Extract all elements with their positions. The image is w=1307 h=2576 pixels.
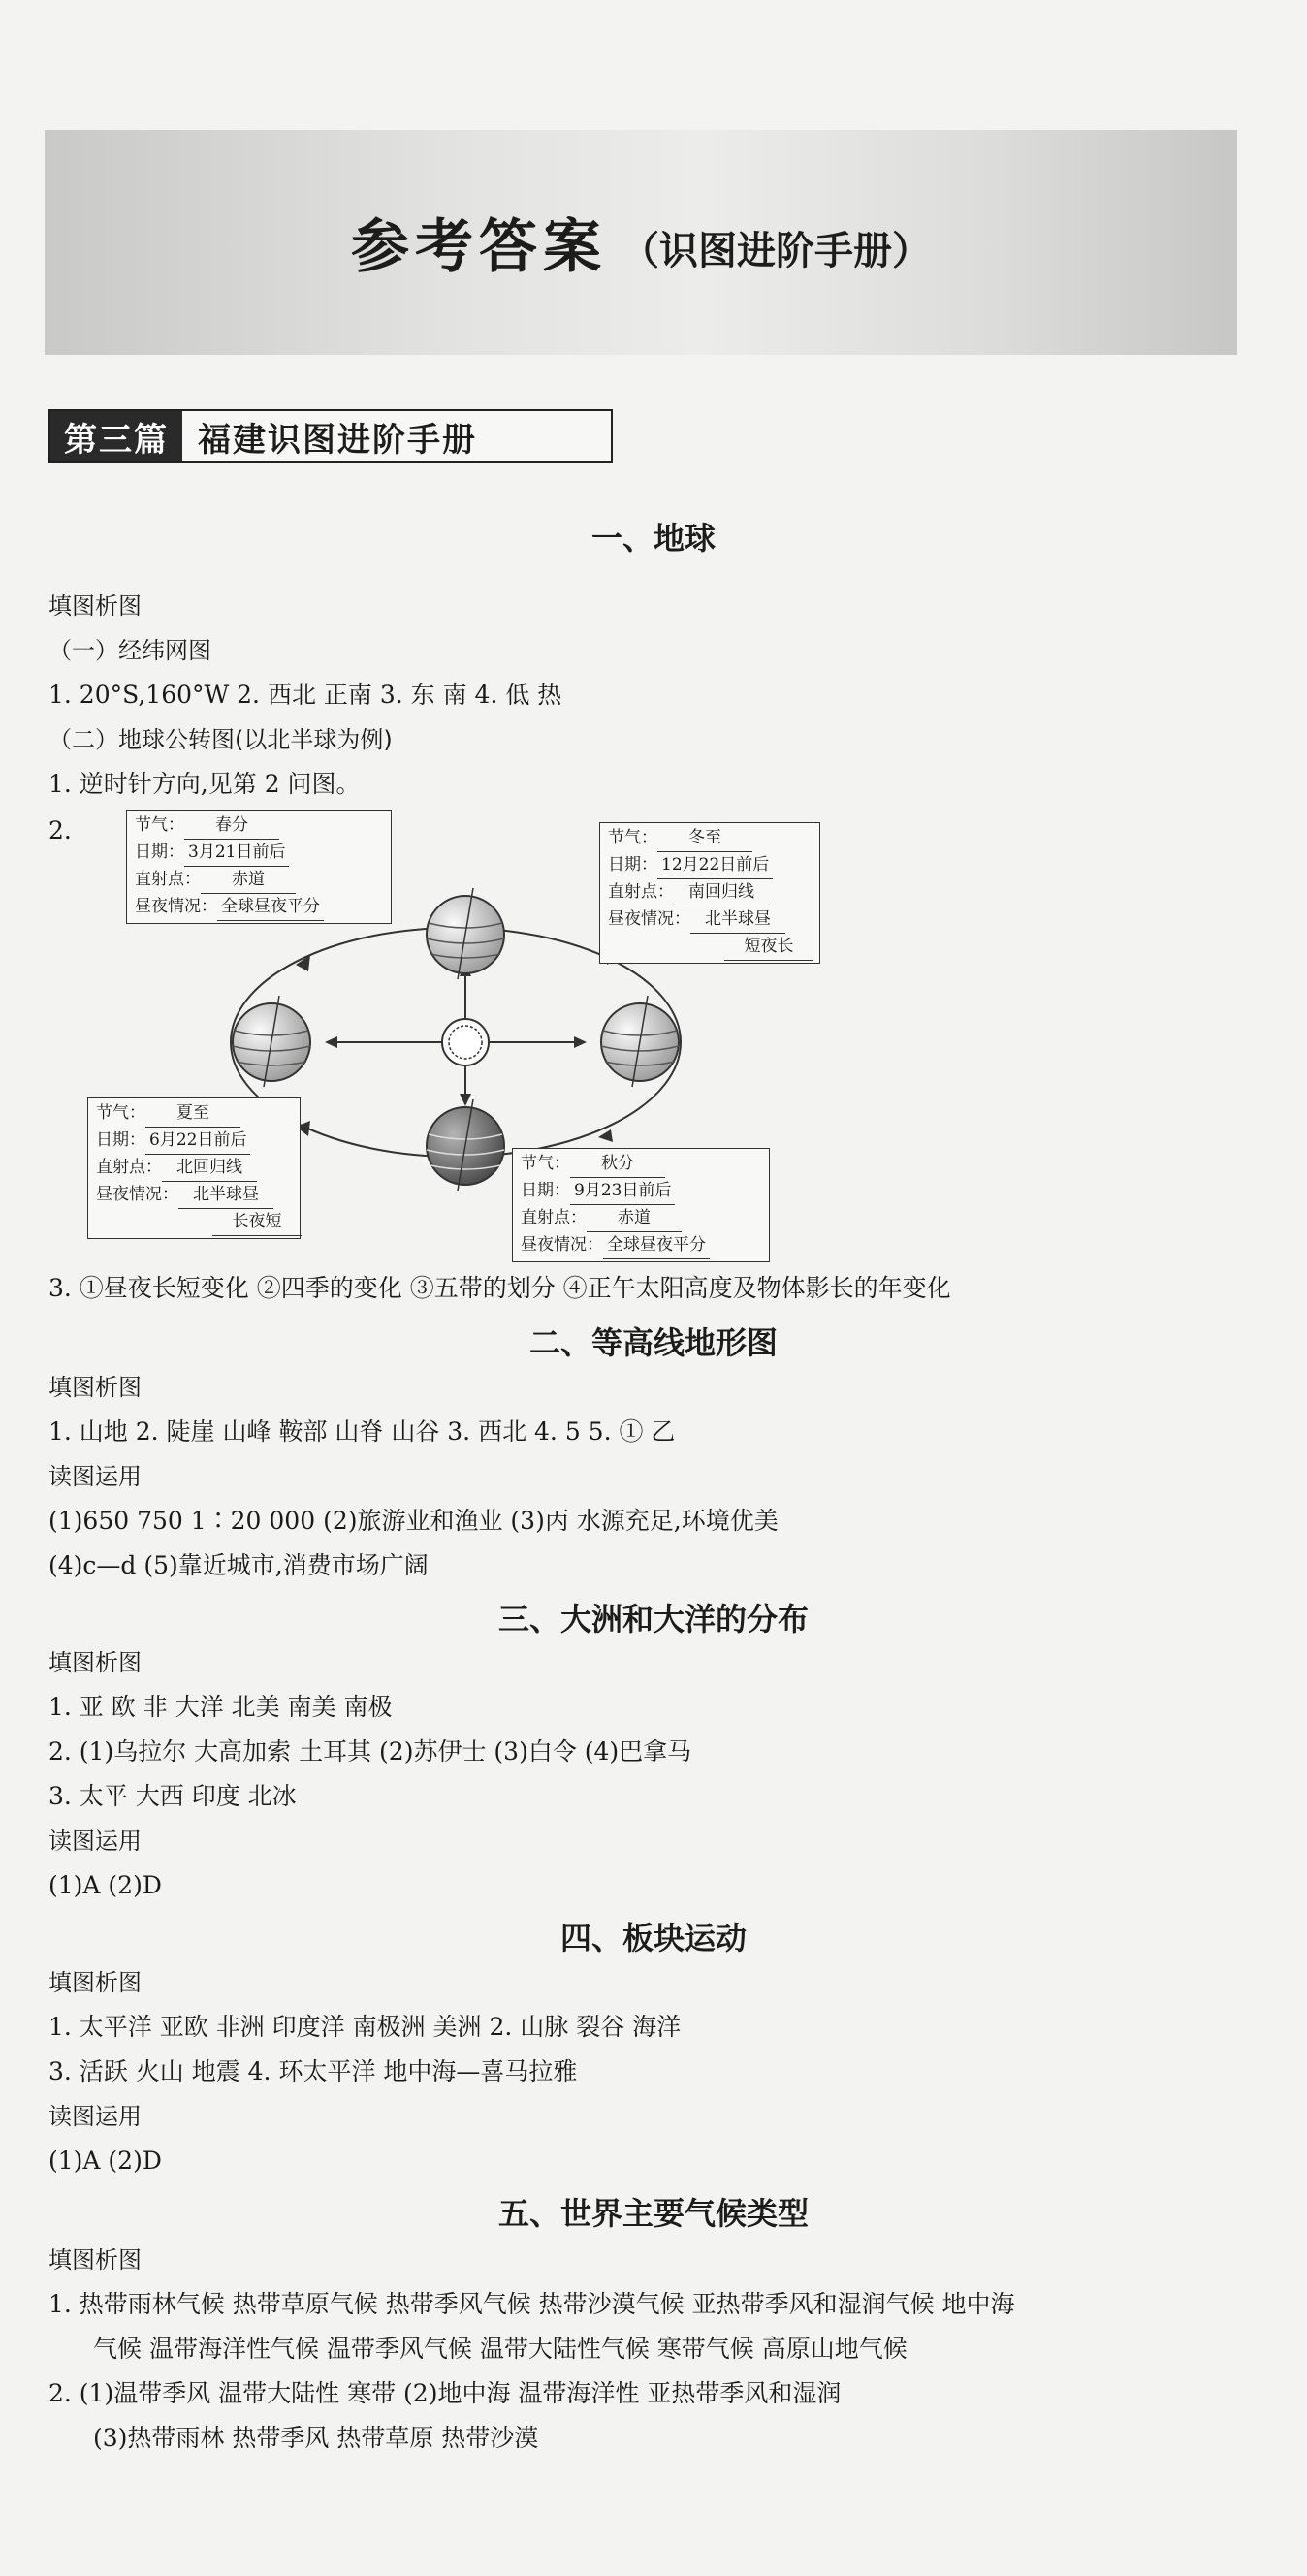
banner-subtitle: （识图进阶手册） (621, 228, 931, 273)
answer-line: 3. 活跃 火山 地震 4. 环太平洋 地中海—喜马拉雅 (48, 2057, 578, 2085)
info-box-autumn: 节气： 秋分 日期： 9月23日前后 直射点： 赤道 昼夜情况： 全球昼夜平分 (512, 1148, 770, 1262)
answer-line: 1. 亚 欧 非 大洋 北美 南美 南极 (48, 1693, 393, 1721)
answer-line: 3. 太平 大西 印度 北冰 (48, 1782, 297, 1810)
fill-label: 填图析图 (48, 592, 142, 620)
answer-line: 1. 热带雨林气候 热带草原气候 热带季风气候 热带沙漠气候 亚热带季风和湿润气候 地中海 (48, 2290, 1015, 2318)
answer-line: 1. 逆时针方向,见第 2 问图。 (48, 770, 361, 798)
section-title-contour: 二、等高线地形图 (528, 1324, 778, 1361)
subheading-revolution: （二）地球公转图(以北半球为例) (48, 726, 393, 753)
info-box-winter: 节气： 冬至 日期： 12月22日前后 直射点： 南回归线 昼夜情况： 北半球昼 短夜长 (599, 822, 820, 964)
part-header (48, 409, 613, 463)
fill-label: 填图析图 (48, 1649, 142, 1676)
banner-title: 参考答案 (351, 213, 607, 281)
section-title-earth: 一、地球 (590, 520, 716, 557)
answer-line: (1)650 750 1∶20 000 (2)旅游业和渔业 (3)丙 水源充足,环境优美 (48, 1507, 779, 1535)
part-title: 福建识图进阶手册 (198, 420, 477, 460)
earth-globe-right (601, 996, 679, 1087)
answer-line: 1. 20°S,160°W 2. 西北 正南 3. 东 南 4. 低 热 (48, 681, 562, 709)
answer-line: (4)c—d (5)靠近城市,消费市场广阔 (48, 1551, 429, 1579)
answer-line: 气候 温带海洋性气候 温带季风气候 温带大陆性气候 寒带气候 高原山地气候 (93, 2335, 908, 2363)
earth-globe-bottom (427, 1099, 504, 1191)
earth-revolution-diagram (78, 805, 814, 1270)
fill-label: 填图析图 (48, 2246, 142, 2274)
sun-icon (442, 1019, 489, 1065)
subheading-grid: （一）经纬网图 (48, 637, 211, 664)
read-label: 读图运用 (48, 1463, 142, 1490)
answer-number: 2. (48, 816, 72, 844)
answer-line: 2. (1)温带季风 温带大陆性 寒带 (2)地中海 温带海洋性 亚热带季风和湿润 (48, 2379, 842, 2407)
earth-globe-left (233, 996, 310, 1087)
answer-line: 2. (1)乌拉尔 大高加索 土耳其 (2)苏伊士 (3)白令 (4)巴拿马 (48, 1737, 692, 1765)
part-tag: 第三篇 (50, 411, 182, 461)
answer-line: (1)A (2)D (48, 1871, 162, 1899)
read-label: 读图运用 (48, 2103, 142, 2130)
earth-globe-top (427, 888, 504, 979)
section-title-continents: 三、大洲和大洋的分布 (497, 1601, 809, 1638)
answer-line: (3)热带雨林 热带季风 热带草原 热带沙漠 (93, 2424, 539, 2452)
fill-label: 填图析图 (48, 1969, 142, 1996)
answer-line: (1)A (2)D (48, 2147, 162, 2175)
info-box-spring: 节气： 春分 日期： 3月21日前后 直射点： 赤道 昼夜情况： 全球昼夜平分 (126, 810, 392, 924)
answer-line: 1. 山地 2. 陡崖 山峰 鞍部 山脊 山谷 3. 西北 4. 5 5. ① 乙 (48, 1417, 676, 1446)
answer-line: 3. ①昼夜长短变化 ②四季的变化 ③五带的划分 ④正午太阳高度及物体影长的年变化 (48, 1274, 951, 1302)
info-box-summer: 节气： 夏至 日期： 6月22日前后 直射点： 北回归线 昼夜情况： 北半球昼 长夜短 (87, 1097, 301, 1239)
answer-banner (45, 130, 1237, 355)
answer-line: 1. 太平洋 亚欧 非洲 印度洋 南极洲 美洲 2. 山脉 裂谷 海洋 (48, 2013, 682, 2041)
orbit-arrow (598, 1129, 613, 1142)
read-label: 读图运用 (48, 1828, 142, 1855)
fill-label: 填图析图 (48, 1374, 142, 1401)
section-title-climate: 五、世界主要气候类型 (497, 2195, 809, 2232)
section-title-plates: 四、板块运动 (559, 1920, 747, 1956)
